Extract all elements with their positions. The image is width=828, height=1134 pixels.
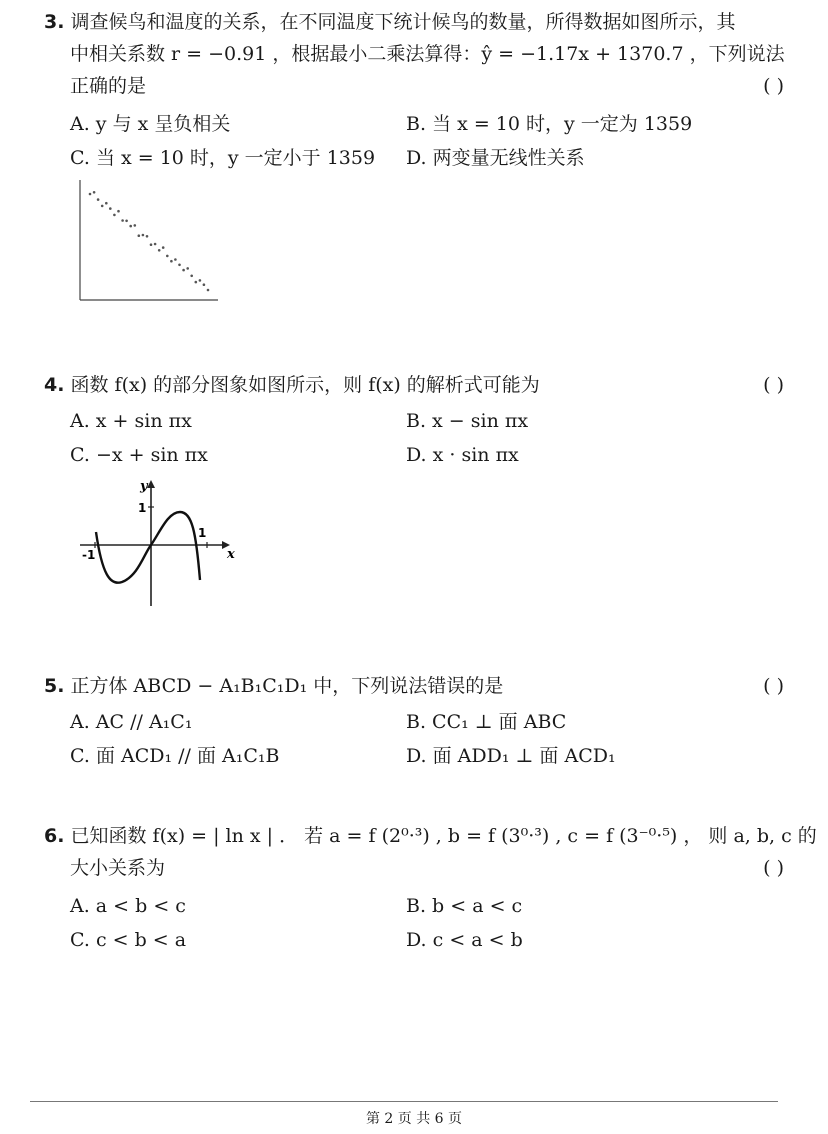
question-5 — [44, 670, 784, 774]
option-b: B. x − sin πx — [406, 410, 529, 432]
option-c: C. 当 x = 10 时，y 一定小于 1359 — [70, 147, 376, 169]
question-number: 3. — [44, 11, 65, 33]
answer-paren: ( ) — [763, 75, 784, 97]
question-6-line-1 — [44, 820, 817, 852]
option-a: A. a < b < c — [70, 895, 186, 917]
scatter-point — [186, 267, 189, 270]
question-text: 已知函数 f(x) = | ln x | ． 若 a = f (2⁰·³) , b = f (3⁰·³) , c = f (3⁻⁰·⁵) ， 则 a, b, c 的 — [70, 825, 817, 847]
question-4 — [44, 369, 784, 473]
scatter-point — [166, 255, 169, 258]
scatter-point — [129, 225, 132, 228]
option-c: C. 面 ACD₁ // 面 A₁C₁B — [70, 745, 280, 767]
scatter-point — [207, 289, 210, 292]
x-axis-label: x — [227, 547, 235, 562]
option-c: C. −x + sin πx — [70, 444, 208, 466]
question-text: 函数 f(x) 的部分图象如图所示，则 f(x) 的解析式可能为 — [70, 374, 540, 396]
scatter-point — [150, 243, 153, 246]
scatter-point — [117, 210, 120, 213]
scatter-point — [134, 224, 137, 227]
scatter-plot-figure — [68, 170, 238, 315]
y-axis-arrow — [147, 480, 155, 488]
scatter-point — [89, 193, 92, 196]
scatter-point — [101, 205, 104, 208]
option-b: B. 当 x = 10 时，y 一定为 1359 — [406, 113, 693, 135]
option-b: B. b < a < c — [406, 895, 523, 917]
scatter-points — [89, 191, 210, 291]
scatter-point — [97, 198, 100, 201]
scatter-point — [142, 234, 145, 237]
question-4-line-1 — [44, 369, 784, 401]
question-number: 6. — [44, 825, 65, 847]
question-text: 中相关系数 r = −0.91 ，根据最小二乘法算得：ŷ = −1.17x + 1370.7 ，下列说法 — [70, 43, 785, 65]
y-tick-label: 1 — [138, 501, 147, 515]
question-6-line-2 — [70, 852, 784, 884]
scatter-point — [182, 269, 185, 272]
question-6 — [44, 820, 817, 958]
options — [70, 706, 784, 774]
scatter-point — [170, 260, 173, 263]
question-3 — [44, 6, 784, 176]
scatter-point — [195, 281, 198, 284]
x-tick-label-neg: -1 — [82, 548, 96, 562]
options — [70, 405, 784, 473]
question-text: 正方体 ABCD − A₁B₁C₁D₁ 中，下列说法错误的是 — [70, 675, 504, 697]
option-a: A. y 与 x 呈负相关 — [70, 113, 231, 135]
y-axis-label: y — [140, 479, 148, 494]
options — [70, 890, 784, 958]
scatter-point — [109, 207, 112, 210]
option-d: D. 两变量无线性关系 — [406, 147, 585, 169]
footer-divider — [30, 1101, 778, 1102]
scatter-point — [154, 243, 157, 246]
question-text: 大小关系为 — [70, 857, 166, 879]
question-3-line-3 — [70, 70, 784, 102]
scatter-point — [190, 275, 193, 278]
option-a: A. x + sin πx — [70, 410, 192, 432]
scatter-point — [174, 258, 177, 261]
scatter-point — [105, 202, 108, 205]
options — [70, 108, 784, 176]
option-d: D. x · sin πx — [406, 444, 519, 466]
scatter-point — [146, 235, 149, 238]
scatter-point — [199, 279, 202, 282]
scatter-point — [138, 234, 141, 237]
question-number: 4. — [44, 374, 65, 396]
question-number: 5. — [44, 675, 65, 697]
scatter-point — [162, 246, 165, 249]
answer-paren: ( ) — [763, 675, 784, 697]
scatter-point — [203, 283, 206, 286]
scatter-point — [158, 249, 161, 252]
scatter-point — [178, 264, 181, 267]
option-d: D. c < a < b — [406, 929, 523, 951]
question-3-line-2 — [70, 38, 784, 70]
page-footer: 第 2 页 共 6 页 — [365, 1111, 463, 1127]
answer-paren: ( ) — [763, 374, 784, 396]
function-curve — [96, 512, 200, 583]
question-5-line-1 — [44, 670, 784, 702]
x-tick-label-pos: 1 — [198, 526, 207, 540]
option-a: A. AC // A₁C₁ — [70, 711, 193, 733]
option-d: D. 面 ADD₁ ⊥ 面 ACD₁ — [406, 745, 616, 767]
scatter-point — [93, 191, 96, 194]
scatter-point — [113, 214, 116, 217]
option-b: B. CC₁ ⊥ 面 ABC — [406, 711, 567, 733]
question-3-line-1 — [44, 6, 784, 38]
function-graph-figure — [72, 474, 244, 612]
question-text: 正确的是 — [70, 75, 147, 97]
scatter-point — [125, 220, 128, 223]
option-c: C. c < b < a — [70, 929, 187, 951]
scatter-point — [121, 219, 124, 222]
answer-paren: ( ) — [763, 857, 784, 879]
question-text: 调查候鸟和温度的关系，在不同温度下统计候鸟的数量，所得数据如图所示，其 — [70, 11, 736, 33]
